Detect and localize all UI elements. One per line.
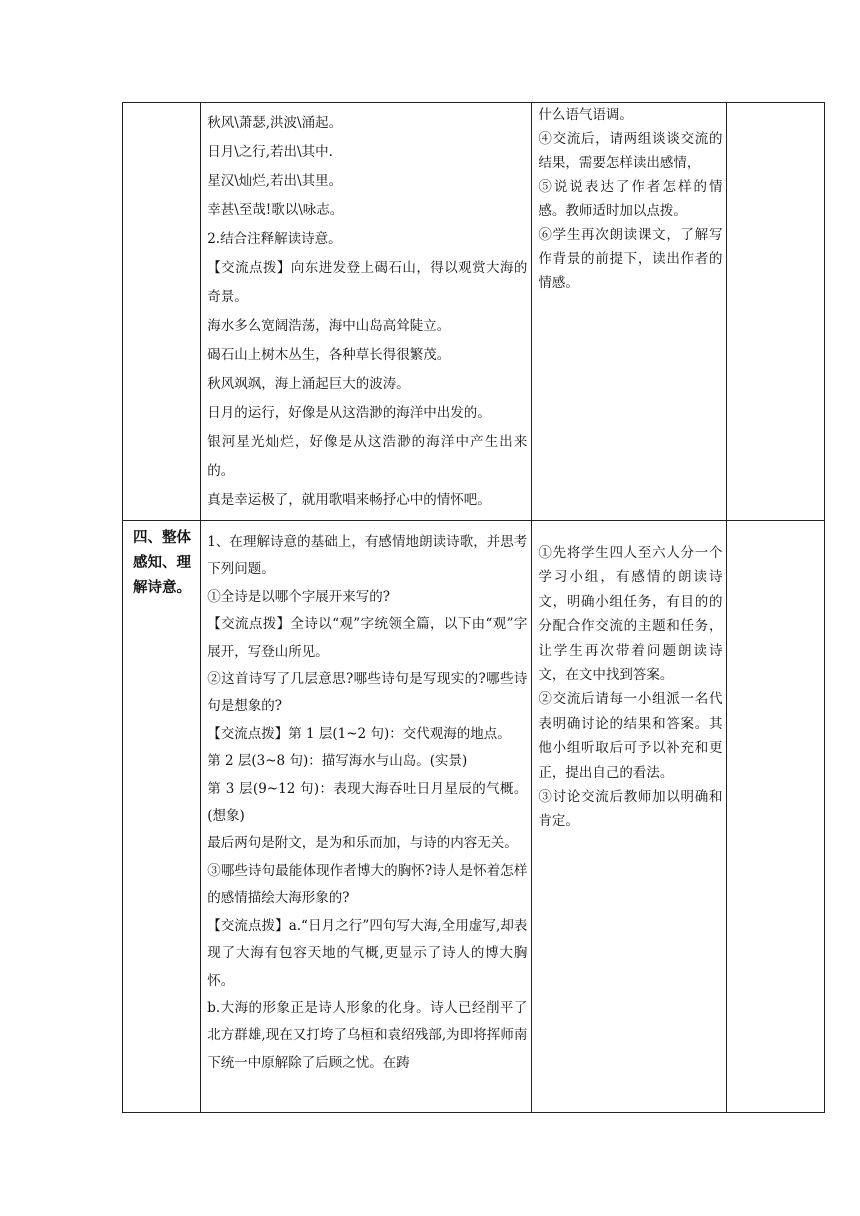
notes-line: ①先将学生四人至六人分一个学习小组，有感情的朗读诗文，明确小组任务，有目的的分配合作交流的主题和任务，让学生再次带着问题朗读诗文，在文中找到答案。 [538,545,723,684]
notes-line: ⑥学生再次朗读课文，了解写作背景的前提下，读出作者的情感。 [538,227,723,291]
content-line: ①全诗是以哪个字展开来写的? [207,588,390,605]
content-line: ③哪些诗句最能体现作者博大的胸怀?诗人是怀着怎样的感情描绘大海形象的? [207,862,528,907]
notes-line: ②交流后请每一小组派一名代表明确讨论的结果和答案。其他小组听取后可予以补充和更正，提出自己的看法。 [538,691,723,781]
content-line: 【交流点拨】全诗以“观”字统领全篇，以下由“观”字展开，写登山所见。 [207,616,528,660]
stage-label [123,103,200,107]
lesson-plan-table [122,102,825,1113]
content-line: 2.结合注释解读诗意。 [207,231,342,247]
extra-cell [727,521,825,1113]
content-line: b.大海的形象正是诗人形象的化身。诗人已经削平了北方群雄,现在又打垮了乌桓和袁绍残部,为即将挥师南下统一中原解除了后顾之忧。在踌 [207,999,528,1071]
content-cell [201,103,532,521]
content-line: 日月的运行，好像是从这浩渺的海洋中出发的。 [207,405,491,421]
table-row [123,521,825,1113]
content-line: 【交流点拨】a.“日月之行”四句写大海,全用虚写,却表现了大海有包容天地的气概,更显示了诗人的博大胸怀。 [207,917,528,989]
table-row [123,103,825,521]
extra-cell [727,103,825,521]
content-cell [201,521,532,1113]
content-line: 真是幸运极了，就用歌唱来畅抒心中的情怀吧。 [207,492,491,508]
stage-cell [123,521,201,1113]
notes-line: 什么语气语调。 [538,107,633,123]
notes-cell [532,103,727,521]
content-line: 【交流点拨】第 1 层(1~2 句)：交代观海的地点。 [207,725,511,742]
notes-line: ④交流后，请两组谈谈交流的结果，需要怎样读出感情， [538,131,723,171]
content-line: 秋风飒飒，海上涌起巨大的波涛。 [207,376,410,392]
content-line: 第 3 层(9~12 句)：表现大海吞吐日月星辰的气概。(想象) [207,780,528,825]
content-line: 碣石山上树木丛生，各种草长得很繁茂。 [207,347,451,363]
stage-cell [123,103,201,521]
content-line: 1、在理解诗意的基础上，有感情地朗读诗歌，并思考下列问题。 [207,534,528,578]
stage-label: 四、整体感知、理解诗意。 [133,529,191,596]
content-line: 秋风\萧瑟,洪波\涌起。 [207,115,343,131]
content-line: 日月\之行,若出\其中. [207,144,333,160]
content-line: 海水多么宽阔浩荡，海中山岛高耸陡立。 [207,318,451,334]
content-line: 星汉\灿烂,若出\其里。 [207,173,343,189]
notes-line: ③讨论交流后教师加以明确和肯定。 [538,789,723,830]
content-line: 第 2 层(3~8 句)：描写海水与山岛。(实景) [207,753,468,770]
content-line: 幸甚\至哉!歌以\咏志。 [207,202,344,218]
content-line: 银河星光灿烂，好像是从这浩渺的海洋中产生出来的。 [207,434,528,479]
content-line: ②这首诗写了几层意思?哪些诗句是写现实的?哪些诗句是想象的? [207,671,528,715]
notes-cell [532,521,727,1113]
content-line: 最后两句是附文，是为和乐而加，与诗的内容无关。 [207,835,518,852]
content-line: 【交流点拨】向东进发登上碣石山，得以观赏大海的奇景。 [207,260,528,305]
notes-line: ⑤说说表达了作者怎样的情感。教师适时加以点拨。 [538,179,723,219]
